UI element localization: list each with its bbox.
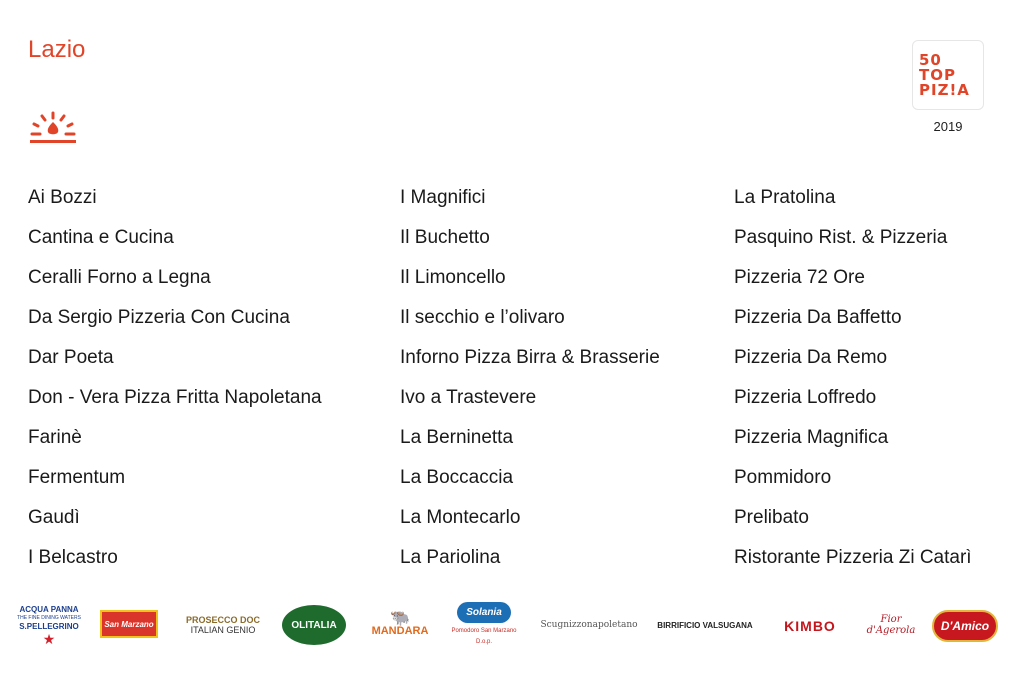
san-marzano-text: San Marzano	[104, 619, 154, 629]
scugnizzo-text: Scugnizzonapoletano	[540, 620, 638, 630]
logo-line-2: TOP	[919, 66, 956, 84]
page-title: Lazio	[28, 36, 86, 63]
list-item: Fermentum	[28, 467, 126, 488]
list-item: Pizzeria Da Remo	[734, 347, 888, 368]
sponsor-prosecco-logo	[176, 612, 270, 638]
list-item: Ceralli Forno a Legna	[28, 267, 211, 288]
list-item: Il Limoncello	[400, 267, 506, 288]
olitalia-text: OLITALIA	[291, 619, 337, 631]
top-pizza-logo	[912, 40, 984, 110]
list-item: La Pariolina	[400, 547, 501, 568]
list-item: Il secchio e l’olivaro	[400, 307, 565, 328]
list-item: Gaudì	[28, 507, 80, 528]
list-item: Il Buchetto	[400, 227, 490, 248]
list-item: La Montecarlo	[400, 507, 521, 528]
sponsor-birrificio-logo	[650, 612, 760, 638]
solania-subtext: Pomodoro San Marzano D.o.p.	[451, 628, 517, 645]
sponsor-damico-logo	[932, 610, 998, 642]
prosecco-subtext: ITALIAN GENIO	[190, 625, 256, 635]
list-item: I Magnifici	[400, 187, 486, 208]
list-item: Inforno Pizza Birra & Brasserie	[400, 347, 660, 368]
kimbo-text: KIMBO	[784, 618, 836, 634]
list-item: Pizzeria Magnifica	[734, 427, 889, 448]
list-item: Cantina e Cucina	[28, 227, 174, 248]
pizzeria-column-1	[28, 185, 322, 585]
pellegrino-text: S.PELLEGRINO	[19, 621, 79, 631]
sponsor-acqua-panna-logo	[14, 600, 84, 650]
list-item: Pizzeria Loffredo	[734, 387, 877, 408]
list-item: Don - Vera Pizza Fritta Napoletana	[28, 387, 322, 408]
sponsor-mandara-logo	[360, 608, 440, 642]
year-label: 2019	[933, 119, 963, 134]
list-item: Pizzeria Da Baffetto	[734, 307, 902, 328]
list-item: Ivo a Trastevere	[400, 387, 537, 408]
list-item: La Boccaccia	[400, 467, 514, 488]
list-item: Da Sergio Pizzeria Con Cucina	[28, 307, 290, 328]
list-item: Pizzeria 72 Ore	[734, 267, 865, 288]
acqua-panna-subtext: THE FINE DINING WATERS	[17, 614, 81, 621]
pizzeria-column-3	[734, 185, 972, 585]
list-item: I Belcastro	[28, 547, 118, 568]
pizza-oven-icon	[28, 110, 78, 146]
pizzeria-column-2	[400, 185, 660, 585]
sponsor-solania-logo	[448, 602, 520, 648]
list-item: Pasquino Rist. & Pizzeria	[734, 227, 948, 248]
sponsor-san-marzano-logo	[100, 610, 158, 638]
fior-text: Fior d'Agerola	[866, 614, 916, 636]
sponsor-strip	[14, 600, 1010, 654]
list-item: Dar Poeta	[28, 347, 114, 368]
list-item: Pommidoro	[734, 467, 832, 488]
sponsor-kimbo-logo	[772, 614, 848, 638]
list-item: Ristorante Pizzeria Zi Catarì	[734, 547, 972, 568]
acqua-panna-text: ACQUA PANNA	[19, 604, 79, 614]
prosecco-text: PROSECCO DOC	[185, 615, 260, 625]
mandara-text: MANDARA	[371, 625, 429, 637]
sponsor-olitalia-logo	[282, 605, 346, 645]
list-item: Farinè	[28, 427, 82, 448]
birrificio-text: BIRRIFICIO VALSUGANA	[657, 620, 753, 630]
logo-line-1: 50	[919, 51, 942, 69]
buffalo-icon: 🐃	[390, 610, 410, 627]
solania-text: Solania	[457, 602, 511, 623]
sponsor-scugnizzo-logo	[534, 612, 644, 638]
sponsor-fior-agerola-logo	[856, 610, 926, 640]
list-item: La Pratolina	[734, 187, 836, 208]
list-item: Ai Bozzi	[28, 187, 97, 208]
list-item: La Berninetta	[400, 427, 514, 448]
star-icon: ★	[42, 630, 56, 647]
list-item: Prelibato	[734, 507, 809, 528]
logo-line-3: PIZ!A	[919, 81, 970, 99]
damico-text: D'Amico	[940, 619, 990, 633]
